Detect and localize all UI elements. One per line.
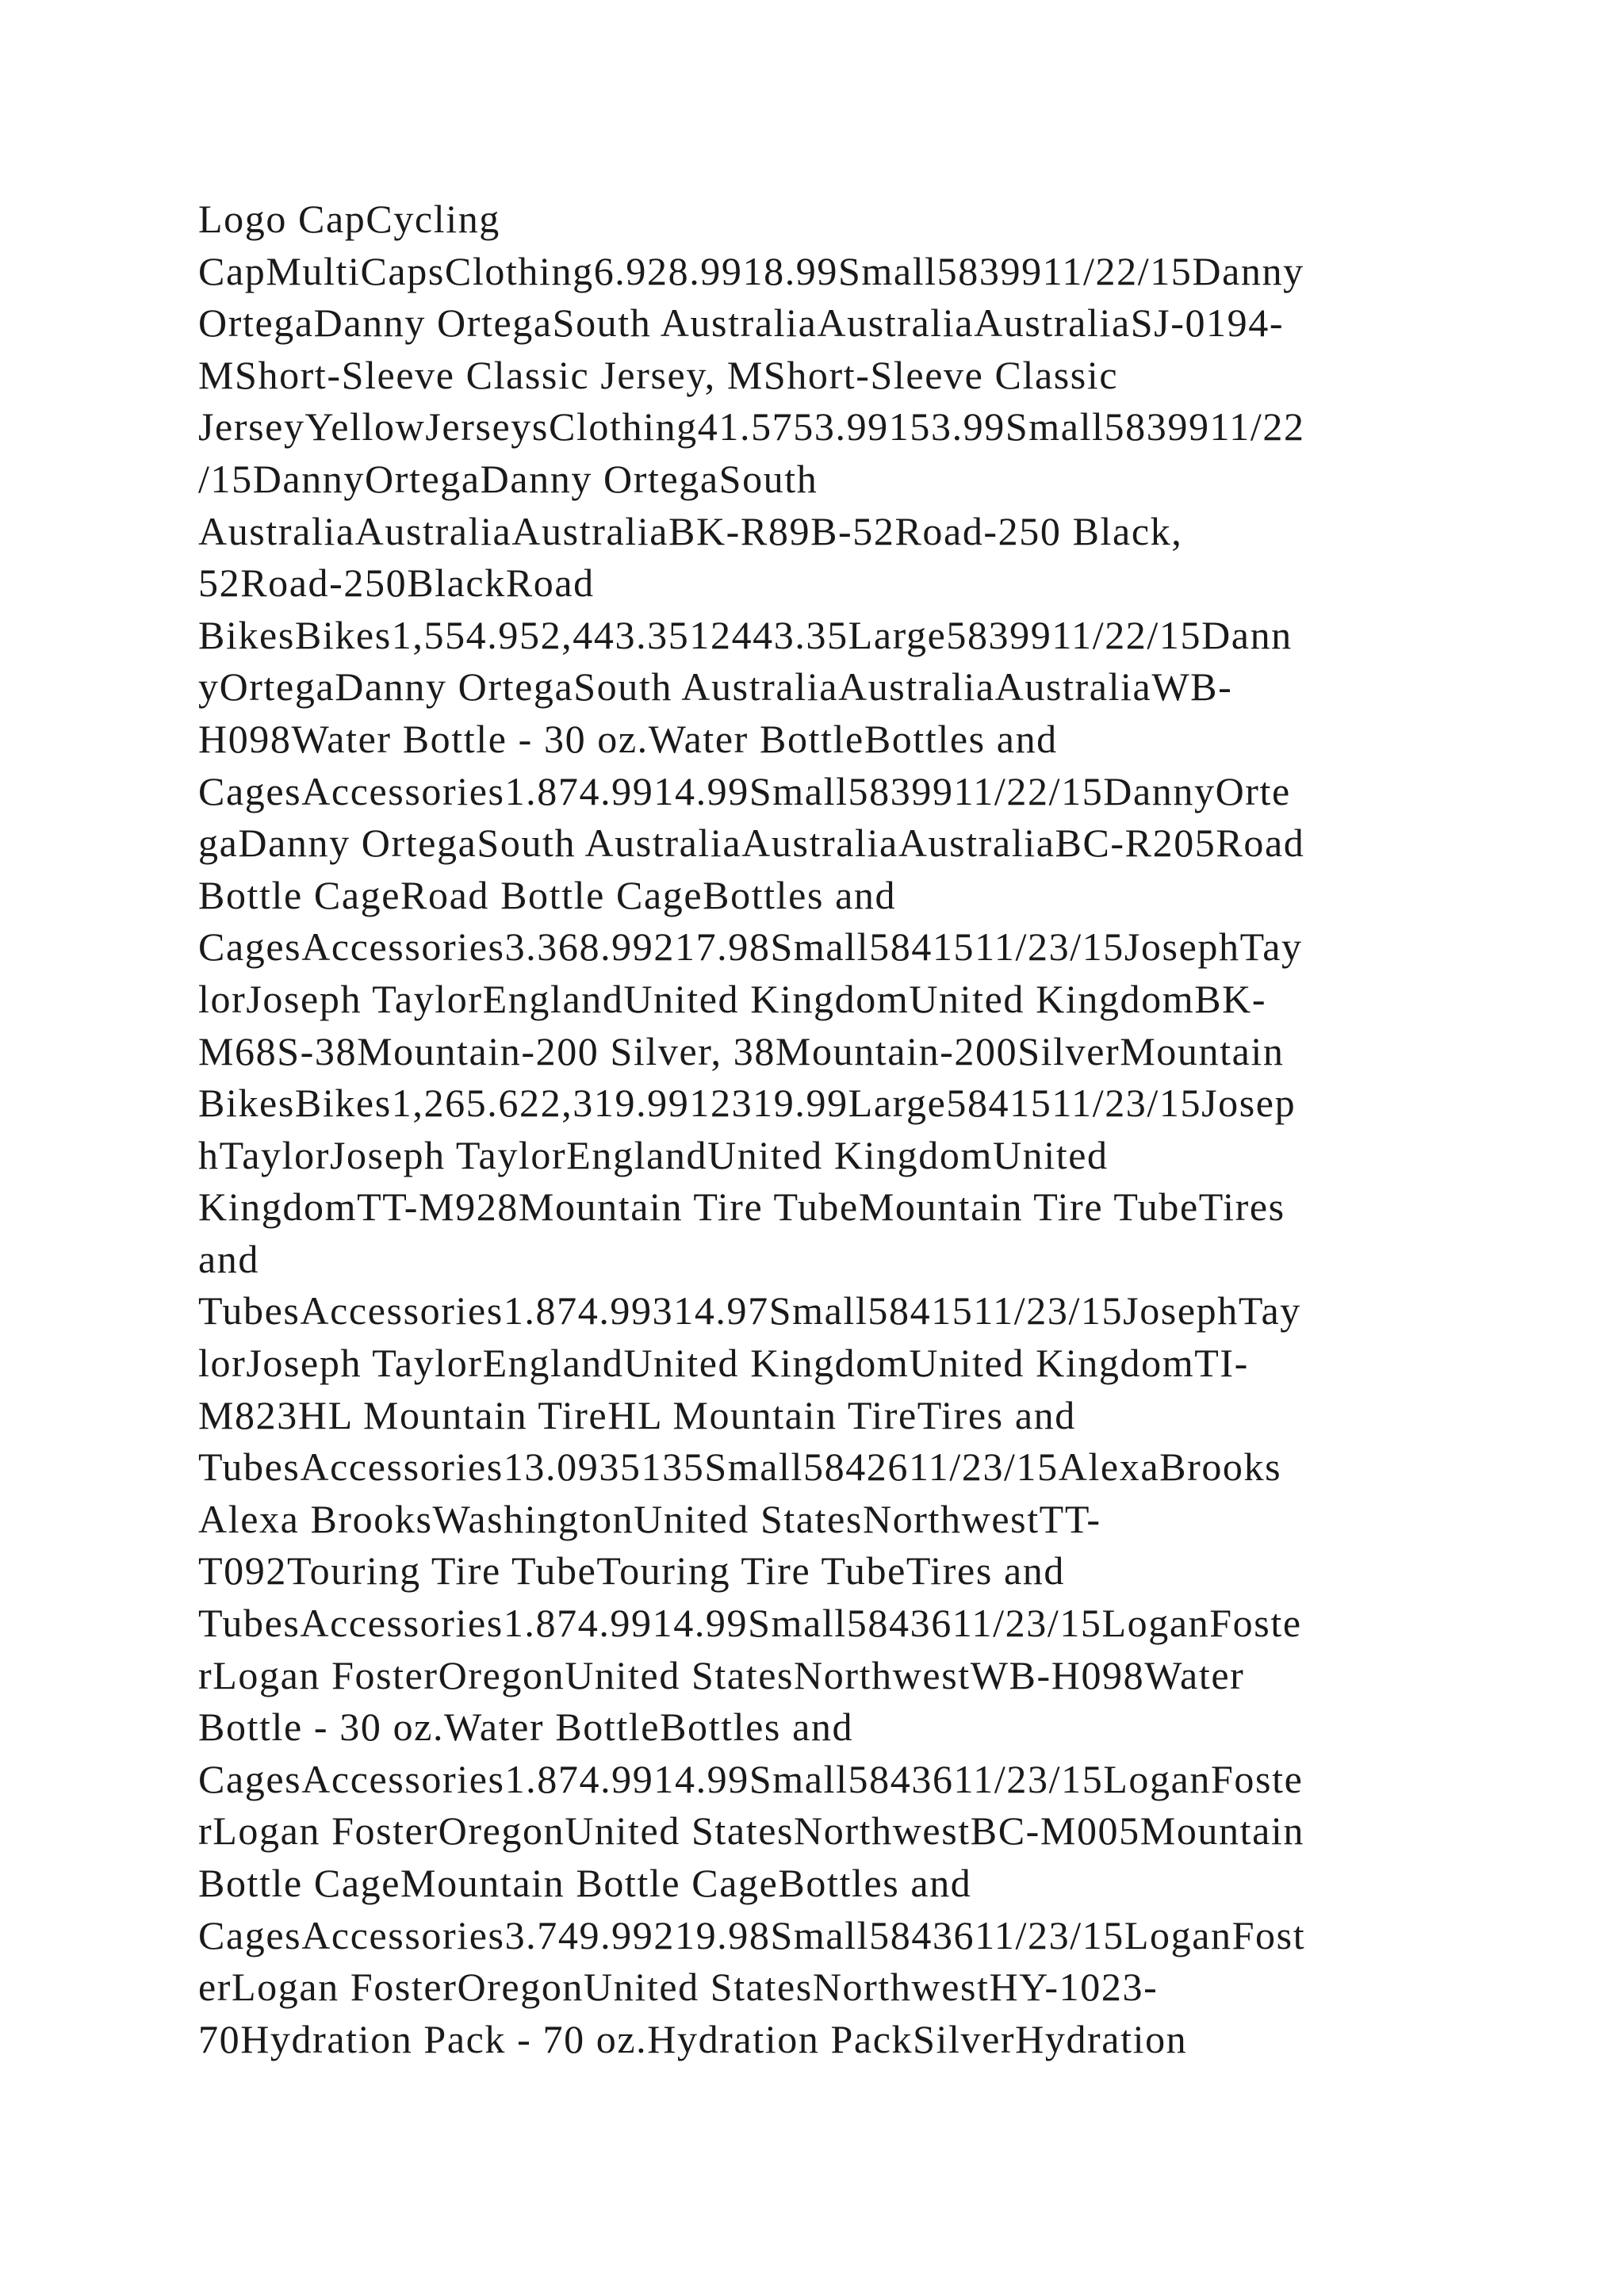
text-line: OrtegaDanny OrtegaSouth AustraliaAustraliaAustraliaSJ-0194-	[198, 300, 1285, 346]
text-line: erLogan FosterOregonUnited StatesNorthwestHY-1023-	[198, 1965, 1159, 2010]
text-line: TubesAccessories1.874.9914.99Small5843611/23/15LoganFoste	[198, 1601, 1302, 1646]
text-line: T092Touring Tire TubeTouring Tire TubeTires and	[198, 1548, 1065, 1594]
text-line: CagesAccessories3.749.99219.98Small5843611/23/15LoganFost	[198, 1912, 1306, 1957]
text-line: 52Road-250BlackRoad	[198, 561, 595, 606]
text-line: Logo CapCycling	[198, 197, 500, 241]
text-line: JerseyYellowJerseysClothing41.5753.99153.99Small5839911/22	[198, 404, 1305, 450]
text-line: CagesAccessories1.874.9914.99Small5839911/22/15DannyOrte	[198, 768, 1291, 813]
text-line: CagesAccessories1.874.9914.99Small5843611/23/15LoganFoste	[198, 1756, 1304, 1801]
text-line: Alexa BrooksWashingtonUnited StatesNorthwestTT-	[198, 1496, 1101, 1541]
text-line: KingdomTT-M928Mountain Tire TubeMountain Tire TubeTires	[198, 1184, 1285, 1230]
text-line: TubesAccessories1.874.99314.97Small5841511/23/15JosephTay	[198, 1288, 1301, 1334]
text-line: lorJoseph TaylorEnglandUnited KingdomUnited KingdomTI-	[198, 1341, 1249, 1386]
text-line: and	[198, 1236, 259, 1281]
text-line: Bottle - 30 oz.Water BottleBottles and	[198, 1705, 854, 1750]
text-line: rLogan FosterOregonUnited StatesNorthwestBC-M005Mountain	[198, 1808, 1304, 1854]
text-line: BikesBikes1,554.952,443.3512443.35Large5839911/22/15Dann	[198, 612, 1293, 657]
text-line: CagesAccessories3.368.99217.98Small5841511/23/15JosephTay	[198, 924, 1303, 970]
text-line: TubesAccessories13.0935135Small5842611/23/15AlexaBrooks	[198, 1445, 1282, 1490]
text-line: gaDanny OrtegaSouth AustraliaAustraliaAustraliaBC-R205Road	[198, 821, 1305, 866]
text-line: M68S-38Mountain-200 Silver, 38Mountain-200SilverMountain	[198, 1028, 1285, 1073]
text-line: CapMultiCapsClothing6.928.9918.99Small5839911/22/15Danny	[198, 248, 1304, 293]
text-line: rLogan FosterOregonUnited StatesNorthwestWB-H098Water	[198, 1652, 1245, 1697]
text-line: Bottle CageMountain Bottle CageBottles and	[198, 1861, 972, 1905]
text-line: M823HL Mountain TireHL Mountain TireTires and	[198, 1392, 1076, 1437]
text-line: AustraliaAustraliaAustraliaBK-R89B-52Road-250 Black,	[198, 508, 1183, 553]
body-text	[198, 193, 1467, 2065]
text-line: BikesBikes1,265.622,319.9912319.99Large5841511/23/15Josep	[198, 1081, 1297, 1126]
text-line: H098Water Bottle - 30 oz.Water BottleBottles and	[198, 716, 1058, 761]
text-line: lorJoseph TaylorEnglandUnited KingdomUnited KingdomBK-	[198, 976, 1267, 1021]
text-line: MShort-Sleeve Classic Jersey, MShort-Sleeve Classic	[198, 352, 1119, 397]
text-line: hTaylorJoseph TaylorEnglandUnited KingdomUnited	[198, 1132, 1109, 1177]
text-line: /15DannyOrtegaDanny OrtegaSouth	[198, 456, 818, 501]
text-line: 70Hydration Pack - 70 oz.Hydration PackSilverHydration	[198, 2016, 1188, 2061]
text-line: yOrtegaDanny OrtegaSouth AustraliaAustraliaAustraliaWB-	[198, 664, 1233, 710]
text-line: Bottle CageRoad Bottle CageBottles and	[198, 872, 897, 917]
